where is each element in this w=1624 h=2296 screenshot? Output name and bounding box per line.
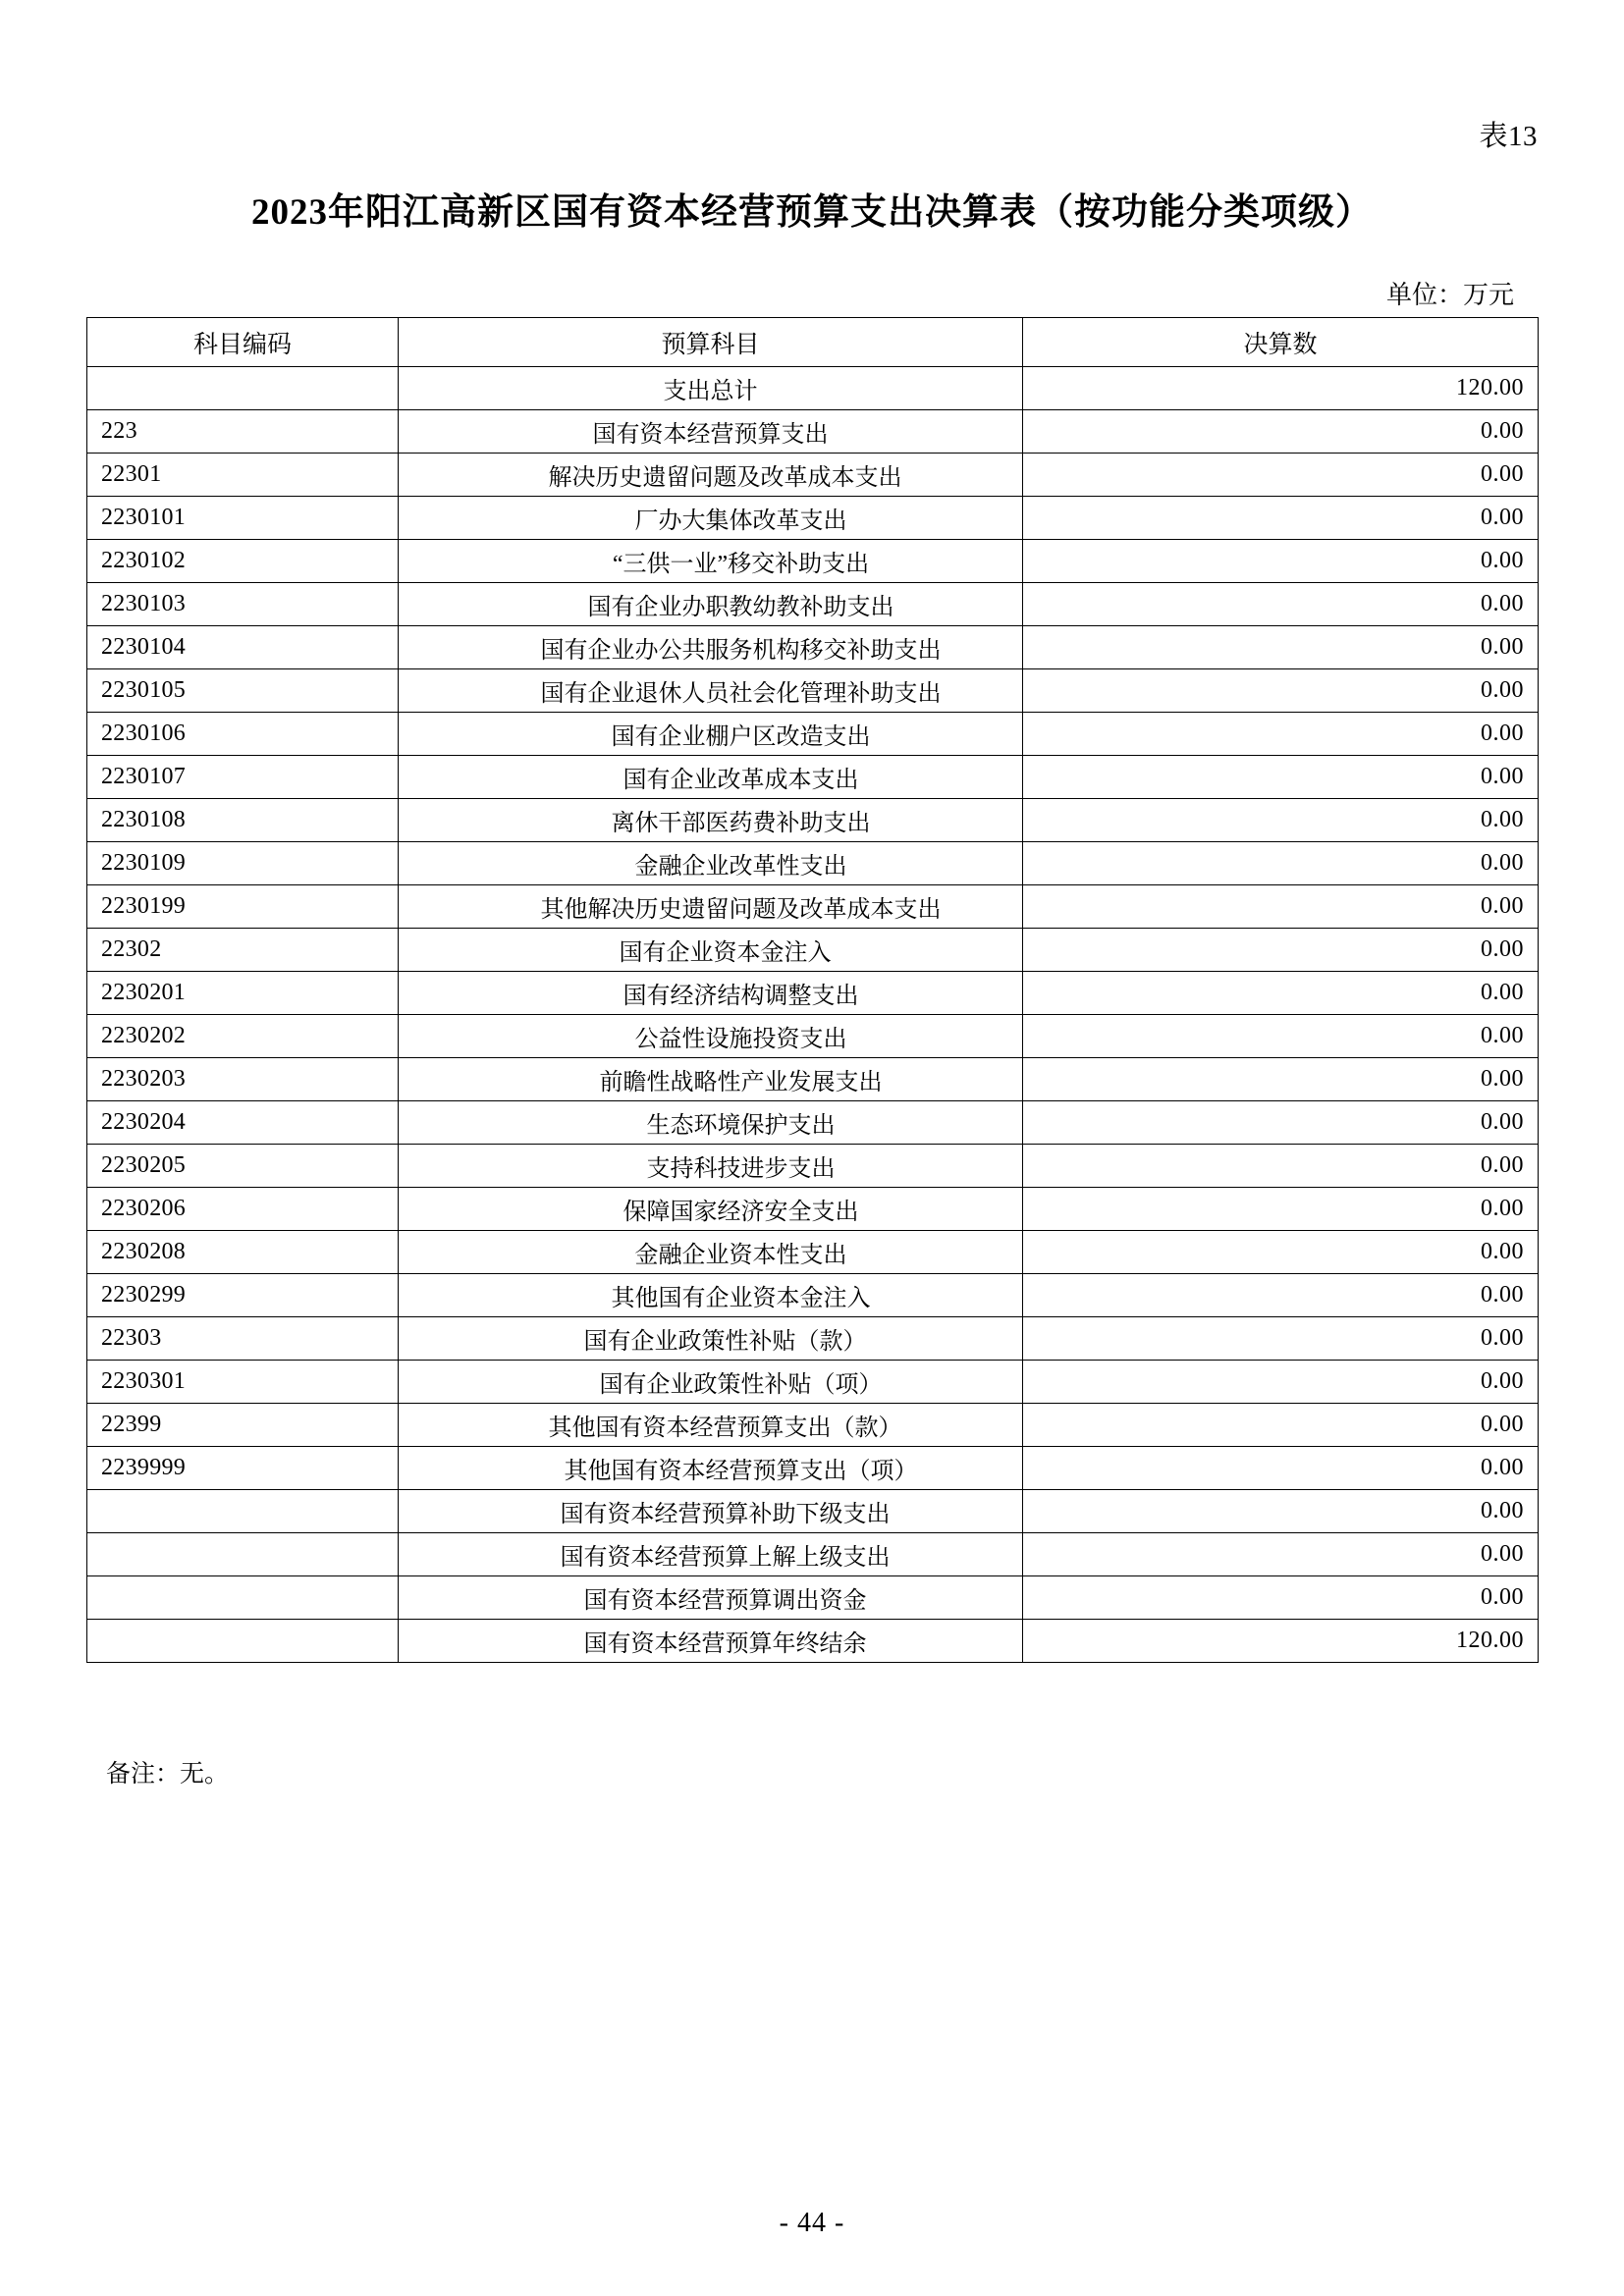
table-header-row <box>87 318 1539 367</box>
cell-subject-code: 22399 <box>87 1404 399 1447</box>
cell-budget-item: 其他国有资本经营预算支出（款） <box>399 1404 1023 1447</box>
table-row <box>87 842 1539 885</box>
table-row <box>87 713 1539 756</box>
cell-budget-item: 支持科技进步支出 <box>399 1145 1023 1188</box>
table-row <box>87 1317 1539 1361</box>
cell-budget-item: 离休干部医药费补助支出 <box>399 799 1023 842</box>
cell-final-amount: 0.00 <box>1023 1058 1539 1101</box>
cell-final-amount: 0.00 <box>1023 1533 1539 1576</box>
table-row <box>87 367 1539 410</box>
cell-budget-item: 公益性设施投资支出 <box>399 1015 1023 1058</box>
cell-budget-item: 金融企业改革性支出 <box>399 842 1023 885</box>
cell-final-amount: 0.00 <box>1023 669 1539 713</box>
table-row <box>87 1576 1539 1620</box>
table-row <box>87 1015 1539 1058</box>
cell-subject-code: 2230107 <box>87 756 399 799</box>
cell-final-amount: 0.00 <box>1023 972 1539 1015</box>
cell-budget-item: 保障国家经济安全支出 <box>399 1188 1023 1231</box>
cell-budget-item: 国有经济结构调整支出 <box>399 972 1023 1015</box>
page-title: 2023年阳江高新区国有资本经营预算支出决算表（按功能分类项级） <box>251 192 1373 233</box>
cell-budget-item: 国有企业政策性补贴（款） <box>399 1317 1023 1361</box>
cell-final-amount: 0.00 <box>1023 929 1539 972</box>
table-row <box>87 626 1539 669</box>
table-header <box>87 318 1539 367</box>
table-row <box>87 1447 1539 1490</box>
sheet-tag: 表13 <box>1479 121 1538 152</box>
column-header-code: 科目编码 <box>87 318 399 367</box>
table-row <box>87 1533 1539 1576</box>
cell-budget-item: 国有企业政策性补贴（项） <box>399 1361 1023 1404</box>
budget-table <box>86 317 1539 1663</box>
cell-budget-item: 国有企业改革成本支出 <box>399 756 1023 799</box>
cell-budget-item: 支出总计 <box>399 367 1023 410</box>
cell-budget-item: 解决历史遗留问题及改革成本支出 <box>399 454 1023 497</box>
table-row <box>87 497 1539 540</box>
cell-subject-code: 2230103 <box>87 583 399 626</box>
cell-budget-item: 国有资本经营预算调出资金 <box>399 1576 1023 1620</box>
cell-final-amount: 0.00 <box>1023 713 1539 756</box>
cell-final-amount: 0.00 <box>1023 1188 1539 1231</box>
cell-budget-item: 金融企业资本性支出 <box>399 1231 1023 1274</box>
cell-budget-item: 厂办大集体改革支出 <box>399 497 1023 540</box>
table-row <box>87 799 1539 842</box>
cell-subject-code: 22302 <box>87 929 399 972</box>
cell-budget-item: 国有资本经营预算补助下级支出 <box>399 1490 1023 1533</box>
cell-subject-code: 2230202 <box>87 1015 399 1058</box>
cell-budget-item: 国有资本经营预算年终结余 <box>399 1620 1023 1663</box>
cell-subject-code: 2230199 <box>87 885 399 929</box>
cell-final-amount: 0.00 <box>1023 756 1539 799</box>
cell-final-amount: 0.00 <box>1023 1361 1539 1404</box>
cell-subject-code: 2230205 <box>87 1145 399 1188</box>
column-header-item: 预算科目 <box>399 318 1023 367</box>
cell-final-amount: 120.00 <box>1023 1620 1539 1663</box>
cell-budget-item: 国有资本经营预算上解上级支出 <box>399 1533 1023 1576</box>
cell-final-amount: 0.00 <box>1023 1490 1539 1533</box>
cell-subject-code: 2230204 <box>87 1101 399 1145</box>
table-row <box>87 1188 1539 1231</box>
cell-final-amount: 0.00 <box>1023 497 1539 540</box>
cell-budget-item: 国有企业办职教幼教补助支出 <box>399 583 1023 626</box>
cell-budget-item: 国有企业办公共服务机构移交补助支出 <box>399 626 1023 669</box>
table-row <box>87 972 1539 1015</box>
cell-subject-code: 223 <box>87 410 399 454</box>
table-row <box>87 540 1539 583</box>
cell-final-amount: 0.00 <box>1023 1404 1539 1447</box>
cell-subject-code: 2230108 <box>87 799 399 842</box>
table-row <box>87 1361 1539 1404</box>
table-row <box>87 1101 1539 1145</box>
cell-budget-item: 生态环境保护支出 <box>399 1101 1023 1145</box>
cell-final-amount: 0.00 <box>1023 1101 1539 1145</box>
cell-subject-code <box>87 1620 399 1663</box>
cell-budget-item: 其他解决历史遗留问题及改革成本支出 <box>399 885 1023 929</box>
table-row <box>87 756 1539 799</box>
table-row <box>87 1058 1539 1101</box>
table-row <box>87 929 1539 972</box>
table-row <box>87 454 1539 497</box>
cell-final-amount: 0.00 <box>1023 842 1539 885</box>
cell-subject-code: 2230299 <box>87 1274 399 1317</box>
cell-final-amount: 0.00 <box>1023 583 1539 626</box>
table-body <box>87 367 1539 1663</box>
cell-final-amount: 0.00 <box>1023 1576 1539 1620</box>
cell-final-amount: 0.00 <box>1023 1274 1539 1317</box>
cell-final-amount: 0.00 <box>1023 454 1539 497</box>
cell-subject-code <box>87 367 399 410</box>
cell-subject-code: 2230106 <box>87 713 399 756</box>
page-number: - 44 - <box>779 2208 845 2238</box>
table-row <box>87 1145 1539 1188</box>
cell-final-amount: 120.00 <box>1023 367 1539 410</box>
cell-budget-item: 国有资本经营预算支出 <box>399 410 1023 454</box>
table-row <box>87 1620 1539 1663</box>
cell-budget-item: 前瞻性战略性产业发展支出 <box>399 1058 1023 1101</box>
cell-subject-code: 2230203 <box>87 1058 399 1101</box>
cell-subject-code: 2230208 <box>87 1231 399 1274</box>
column-header-value: 决算数 <box>1023 318 1539 367</box>
remark-note: 备注：无。 <box>106 1761 230 1788</box>
table-row <box>87 1404 1539 1447</box>
table-row <box>87 1231 1539 1274</box>
cell-subject-code: 22303 <box>87 1317 399 1361</box>
cell-subject-code: 22301 <box>87 454 399 497</box>
cell-subject-code: 2230206 <box>87 1188 399 1231</box>
cell-final-amount: 0.00 <box>1023 799 1539 842</box>
cell-subject-code <box>87 1533 399 1576</box>
cell-subject-code: 2230102 <box>87 540 399 583</box>
cell-final-amount: 0.00 <box>1023 626 1539 669</box>
cell-final-amount: 0.00 <box>1023 1015 1539 1058</box>
table-row <box>87 583 1539 626</box>
cell-final-amount: 0.00 <box>1023 540 1539 583</box>
cell-subject-code: 2239999 <box>87 1447 399 1490</box>
cell-final-amount: 0.00 <box>1023 1447 1539 1490</box>
cell-final-amount: 0.00 <box>1023 410 1539 454</box>
cell-final-amount: 0.00 <box>1023 1231 1539 1274</box>
table-row <box>87 1274 1539 1317</box>
cell-final-amount: 0.00 <box>1023 885 1539 929</box>
cell-budget-item: 其他国有资本经营预算支出（项） <box>399 1447 1023 1490</box>
cell-budget-item: 国有企业退休人员社会化管理补助支出 <box>399 669 1023 713</box>
cell-subject-code: 2230104 <box>87 626 399 669</box>
cell-budget-item: “三供一业”移交补助支出 <box>399 540 1023 583</box>
cell-final-amount: 0.00 <box>1023 1145 1539 1188</box>
cell-subject-code: 2230301 <box>87 1361 399 1404</box>
cell-subject-code: 2230201 <box>87 972 399 1015</box>
cell-budget-item: 国有企业棚户区改造支出 <box>399 713 1023 756</box>
cell-final-amount: 0.00 <box>1023 1317 1539 1361</box>
cell-subject-code <box>87 1576 399 1620</box>
table-row <box>87 885 1539 929</box>
cell-subject-code: 2230109 <box>87 842 399 885</box>
cell-budget-item: 国有企业资本金注入 <box>399 929 1023 972</box>
cell-subject-code: 2230105 <box>87 669 399 713</box>
table-row <box>87 410 1539 454</box>
table-row <box>87 669 1539 713</box>
cell-budget-item: 其他国有企业资本金注入 <box>399 1274 1023 1317</box>
cell-subject-code: 2230101 <box>87 497 399 540</box>
budget-table-container <box>86 317 1538 1663</box>
unit-note: 单位：万元 <box>1385 281 1514 309</box>
table-row <box>87 1490 1539 1533</box>
cell-subject-code <box>87 1490 399 1533</box>
